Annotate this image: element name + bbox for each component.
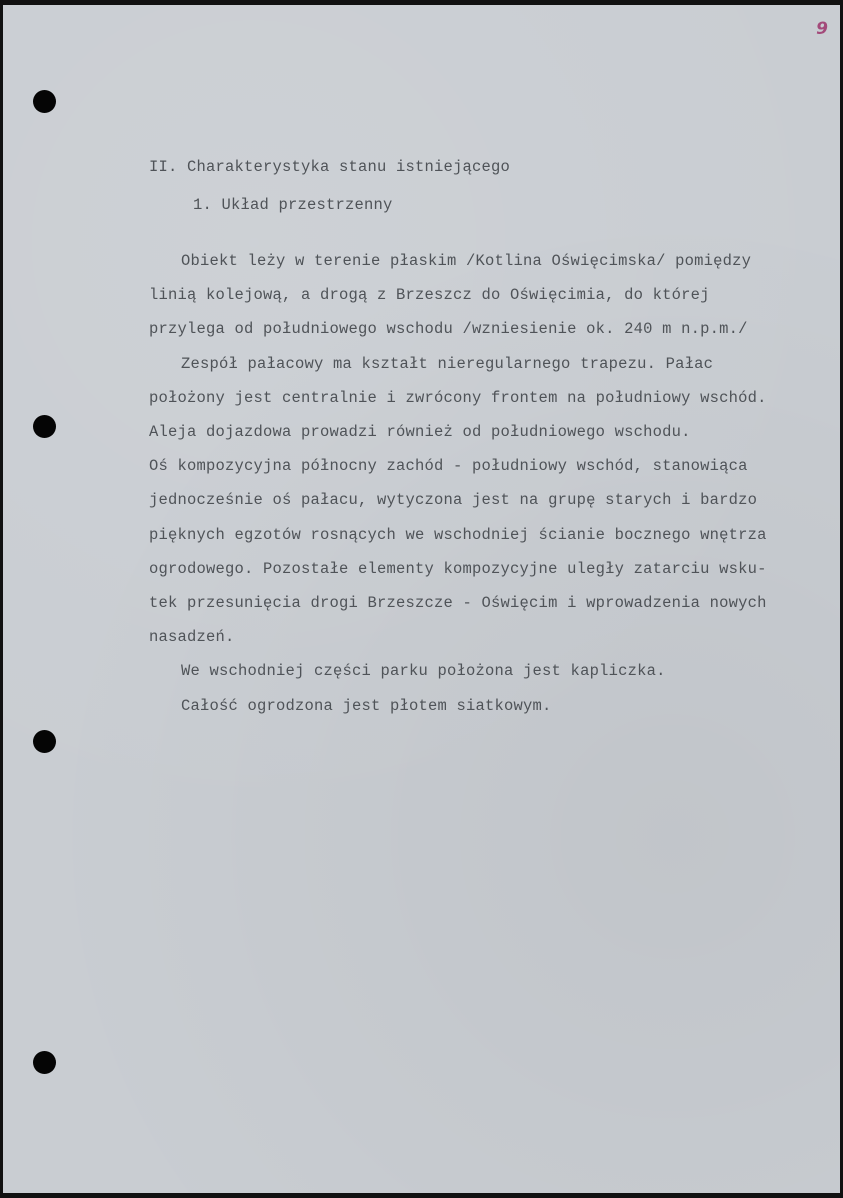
punch-hole bbox=[33, 90, 56, 113]
text-line: Całość ogrodzona jest płotem siatkowym. bbox=[181, 696, 552, 715]
text-line: położony jest centralnie i zwrócony frontem na południowy wschód. bbox=[149, 388, 767, 407]
text-line: przylega od południowego wschodu /wzniesienie ok. 240 m n.p.m./ bbox=[149, 320, 748, 339]
section-heading: II. Charakterystyka stanu istniejącego bbox=[149, 158, 511, 176]
text-line: ogrodowego. Pozostałe elementy kompozycyjne uległy zatarciu wsku- bbox=[149, 559, 767, 578]
page-number: 9 bbox=[816, 19, 828, 39]
text-line: Aleja dojazdowa prowadzi również od południowego wschodu. bbox=[149, 423, 691, 441]
text-line: Zespół pałacowy ma kształt nieregularnego trapezu. Pałac bbox=[181, 354, 714, 373]
text-line: linią kolejową, a drogą z Brzeszcz do Oświęcimia, do której bbox=[149, 286, 710, 305]
text-line: nasadzeń. bbox=[149, 628, 235, 647]
text-line: We wschodniej części parku położona jest kapliczka. bbox=[181, 662, 666, 681]
document-page bbox=[3, 5, 840, 1193]
text-line: jednocześnie oś pałacu, wytyczona jest na grupę starych i bardzo bbox=[149, 491, 758, 510]
text-line: Oś kompozycyjna północny zachód - południowy wschód, stanowiąca bbox=[149, 457, 748, 476]
punch-hole bbox=[33, 1051, 56, 1074]
punch-hole bbox=[33, 730, 56, 753]
subsection-heading: 1. Układ przestrzenny bbox=[193, 196, 393, 214]
text-line: Obiekt leży w terenie płaskim /Kotlina Oświęcimska/ pomiędzy bbox=[181, 252, 752, 270]
punch-hole bbox=[33, 415, 56, 438]
text-line: tek przesunięcia drogi Brzeszcze - Oświęcim i wprowadzenia nowych bbox=[149, 594, 767, 612]
text-line: pięknych egzotów rosnących we wschodniej ścianie bocznego wnętrza bbox=[149, 525, 767, 544]
